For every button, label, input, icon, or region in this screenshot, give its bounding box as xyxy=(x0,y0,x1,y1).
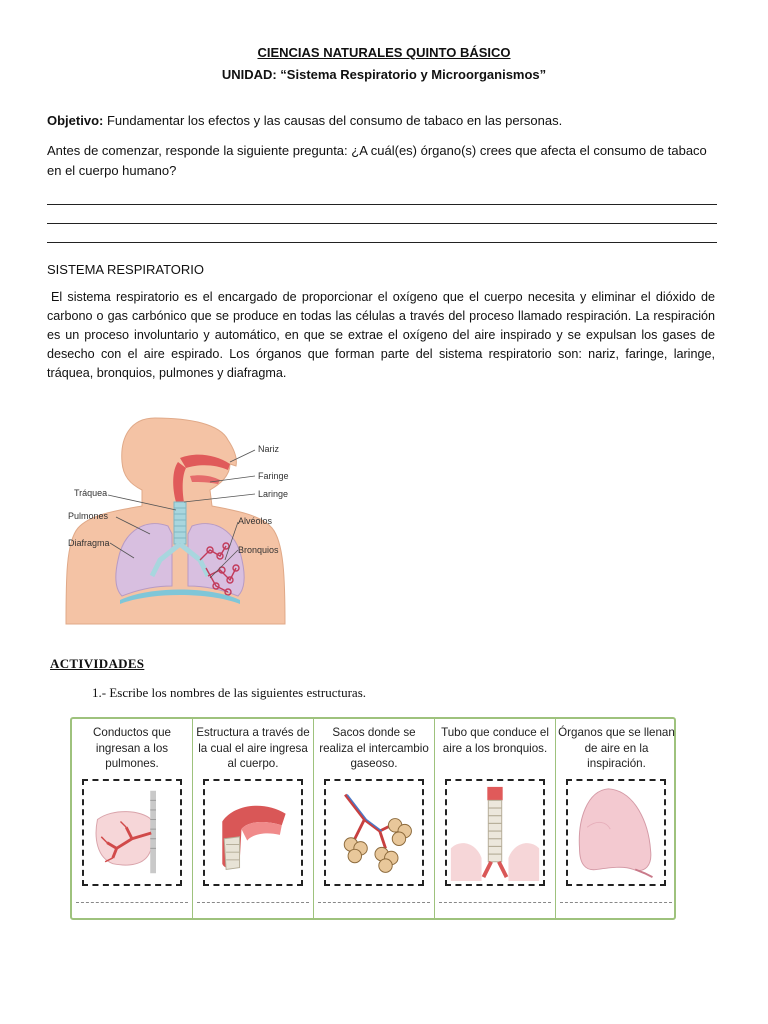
objective xyxy=(47,113,562,128)
label-alveolos: Alvéolos xyxy=(238,516,273,526)
image-frame xyxy=(203,779,303,886)
bronchi-icon xyxy=(84,781,180,884)
question: Antes de comenzar, responde la siguiente pregunta: ¿A cuál(es) órgano(s) crees que afecta el consumo de tabaco en el cuerpo humano? xyxy=(47,143,707,178)
page-title: CIENCIAS NATURALES QUINTO BÁSICO xyxy=(257,45,511,60)
objective-label: Objetivo: xyxy=(47,113,104,128)
label-diafragma: Diafragma xyxy=(68,538,110,548)
unit-title: UNIDAD: “Sistema Respiratorio y Microorganismos” xyxy=(221,67,547,82)
cell-description: Sacos donde se realiza el intercambio gaseoso. xyxy=(319,726,429,770)
nose-icon xyxy=(205,781,301,884)
activity-cell-4 xyxy=(435,719,556,918)
answer-line[interactable] xyxy=(560,902,672,903)
label-bronquios: Bronquios xyxy=(238,545,279,555)
cell-description: Tubo que conduce el aire a los bronquios. xyxy=(441,726,549,755)
body-paragraph: El sistema respiratorio es el encargado de proporcionar el oxígeno que el cuerpo necesita y eliminar el dióxido de carbono o gas carbónico que se produce en todas las células a través del proceso llamado respiración. La respiración es un proceso involuntario y automático, en que se extrae el oxígeno del aire inspirado y se expulsan los gases de desecho con el aire espirado. Los órganos que forman parte del sistema respiratorio son: nariz, faringe, laringe, tráquea, bronquios, pulmones y diafragma. xyxy=(47,290,715,380)
answer-line[interactable] xyxy=(439,902,551,903)
cell-description: Conductos que ingresan a los pulmones. xyxy=(93,726,171,770)
cell-description: Órganos que se llenan de aire en la inspiración. xyxy=(558,726,675,770)
answer-line-1[interactable] xyxy=(47,204,717,205)
activity-instruction: 1.- Escribe los nombres de las siguientes estructuras. xyxy=(92,685,367,700)
image-frame xyxy=(324,779,424,886)
image-frame xyxy=(566,779,666,886)
activity-cell-1 xyxy=(72,719,193,918)
cell-description: Estructura a través de la cual el aire ingresa al cuerpo. xyxy=(196,726,310,770)
label-laringe: Laringe xyxy=(258,489,289,499)
image-frame xyxy=(82,779,182,886)
activity-cell-5 xyxy=(556,719,677,918)
label-pulmones: Pulmones xyxy=(68,511,109,521)
answer-line-3[interactable] xyxy=(47,242,717,243)
image-frame xyxy=(445,779,545,886)
label-traquea: Tráquea xyxy=(74,488,108,498)
activity-table xyxy=(70,717,676,920)
answer-line[interactable] xyxy=(76,902,188,903)
label-faringe: Faringe xyxy=(258,471,289,481)
lung-icon xyxy=(568,781,664,884)
answer-line-2[interactable] xyxy=(47,223,717,224)
answer-line[interactable] xyxy=(197,902,309,903)
section-title: SISTEMA RESPIRATORIO xyxy=(47,262,204,277)
label-nariz: Nariz xyxy=(258,444,280,454)
activity-cell-2 xyxy=(193,719,314,918)
answer-line[interactable] xyxy=(318,902,430,903)
respiratory-diagram xyxy=(60,410,300,625)
alveoli-icon xyxy=(326,781,422,884)
trachea-icon xyxy=(447,781,543,884)
activities-title: ACTIVIDADES xyxy=(50,656,145,671)
activity-cell-3 xyxy=(314,719,435,918)
objective-text: Fundamentar los efectos y las causas del consumo de tabaco en las personas. xyxy=(103,113,563,128)
